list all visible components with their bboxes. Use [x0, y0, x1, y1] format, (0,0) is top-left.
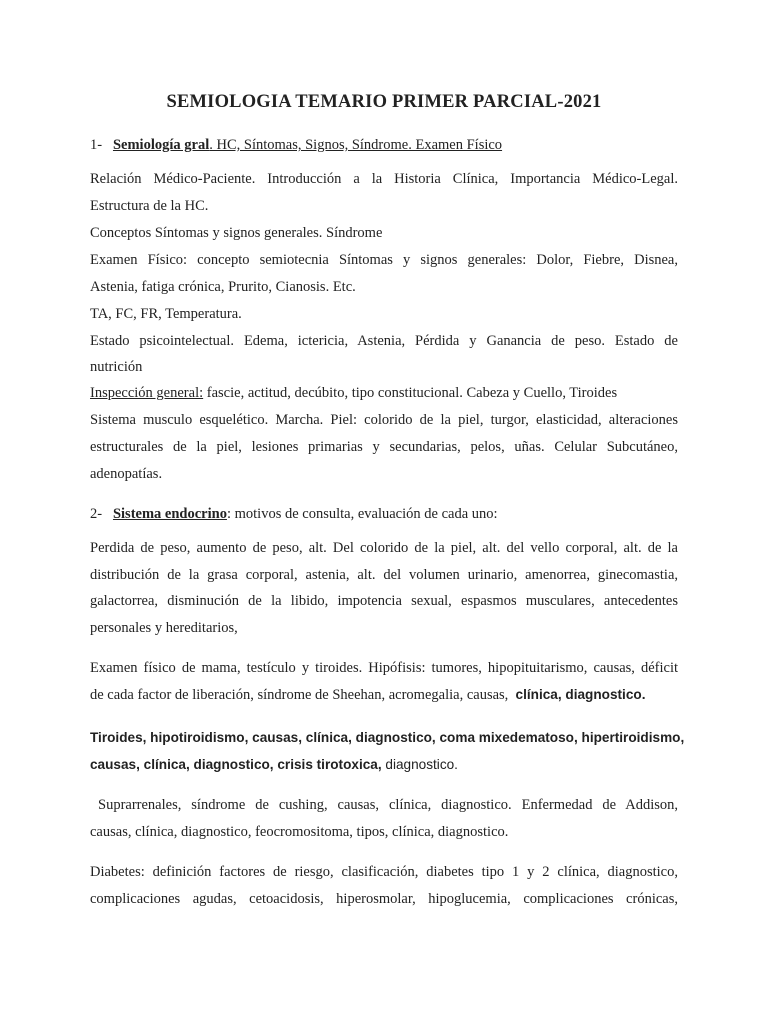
- text-line: Estructura de la HC.: [90, 198, 209, 214]
- section-heading: Sistema endocrino: [112, 506, 227, 522]
- section-number: 2-: [90, 506, 103, 522]
- text-line: TA, FC, FR, Temperatura.: [90, 306, 242, 322]
- section-1-heading: [90, 137, 678, 154]
- section-heading-rest: . HC, Síntomas, Signos, Síndrome. Examen Físico: [209, 137, 503, 153]
- inspection-rest: fascie, actitud, decúbito, tipo constitucional. Cabeza y Cuello, Tiroides: [203, 385, 618, 401]
- text-line: Examen físico de mama, testículo y tiroides. Hipófisis: tumores, hipopituitarismo, causas, déficit: [90, 660, 678, 676]
- text-line: Suprarrenales, síndrome de cushing, causas, clínica, diagnostico. Enfermedad de Addison,: [98, 797, 678, 813]
- text-line: Tiroides, hipotiroidismo, causas, clínica, diagnostico, coma mixedematoso, hipertiroidismo,: [90, 730, 685, 745]
- text-segment: diagnostico.: [381, 757, 458, 772]
- bold-segment: causas, clínica, diagnostico, crisis tirotoxica,: [90, 757, 382, 772]
- text-line: nutrición: [90, 359, 143, 375]
- inspection-line: [90, 385, 678, 402]
- text-line: causas, clínica, diagnostico, feocromositoma, tipos, clínica, diagnostico.: [90, 824, 509, 840]
- text-line: personales y hereditarios,: [90, 620, 238, 636]
- text-line: [90, 757, 678, 774]
- text-line: Relación Médico-Paciente. Introducción a la Historia Clínica, Importancia Médico-Legal.: [90, 171, 678, 187]
- text-line: distribución de la grasa corporal, astenia, alt. del volumen urinario, amenorrea, ginecomastia,: [90, 567, 678, 583]
- section-number: 1-: [90, 137, 103, 153]
- text-line: adenopatías.: [90, 466, 163, 482]
- text-line: complicaciones agudas, cetoacidosis, hiperosmolar, hipoglucemia, complicaciones crónicas,: [90, 891, 678, 907]
- bold-segment: clínica, diagnostico.: [515, 687, 646, 702]
- section-heading: Semiología gral: [112, 137, 210, 153]
- page-title: SEMIOLOGIA TEMARIO PRIMER PARCIAL-2021: [166, 92, 602, 112]
- inspection-label: Inspección general:: [90, 385, 204, 401]
- text-line: Estado psicointelectual. Edema, ictericia, Astenia, Pérdida y Ganancia de peso. Estado de: [90, 333, 678, 349]
- text-line: Astenia, fatiga crónica, Prurito, Cianosis. Etc.: [90, 279, 356, 295]
- section-2-heading: [90, 506, 678, 523]
- text-line: Examen Físico: concepto semiotecnia Síntomas y signos generales: Dolor, Fiebre, Disnea,: [90, 252, 678, 268]
- text-line: Diabetes: definición factores de riesgo, clasificación, diabetes tipo 1 y 2 clínica, diagnostico,: [90, 864, 678, 880]
- text-line: galactorrea, disminución de la libido, impotencia sexual, espasmos musculares, antecedentes: [90, 593, 678, 609]
- text-line: Conceptos Síntomas y signos generales. Síndrome: [90, 225, 383, 241]
- section-heading-rest: : motivos de consulta, evaluación de cada uno:: [226, 506, 498, 522]
- text-line: Perdida de peso, aumento de peso, alt. Del colorido de la piel, alt. del vello corporal, alt. de la: [90, 540, 678, 556]
- text-line: [90, 687, 678, 704]
- text-line: Sistema musculo esquelético. Marcha. Piel: colorido de la piel, turgor, elasticidad, alteraciones: [90, 412, 678, 428]
- text-line: estructurales de la piel, lesiones primarias y secundarias, pelos, uñas. Celular Subcutáneo,: [90, 439, 678, 455]
- text-segment: de cada factor de liberación, síndrome de Sheehan, acromegalia, causas,: [90, 687, 509, 703]
